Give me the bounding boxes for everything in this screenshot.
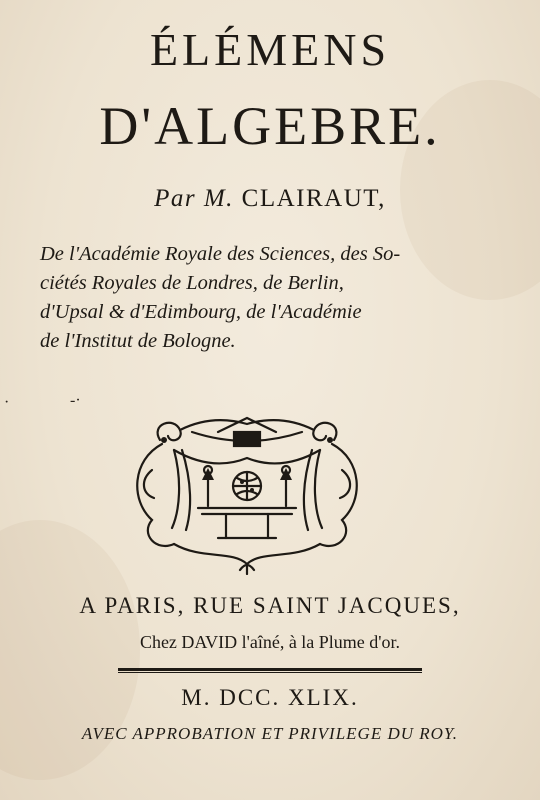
- author-line: [0, 184, 540, 214]
- stray-mark: ·: [4, 394, 10, 411]
- author-affiliation: [40, 240, 510, 356]
- title-line-1: ÉLÉMENS: [149, 24, 391, 75]
- printers-device-ornament-icon: [122, 410, 372, 575]
- author-name: CLAIRAUT,: [241, 185, 386, 212]
- affiliation-line-4: de l'Institut de Bologne.: [40, 330, 236, 352]
- author-prefix: Par M.: [154, 185, 234, 212]
- imprint-publisher: Chez DAVID l'aîné, à la Plume d'or.: [139, 632, 401, 652]
- affiliation-line-2: ciétés Royales de Londres, de Berlin,: [40, 272, 344, 294]
- double-rule-divider: [118, 668, 422, 673]
- title-line-2: D'ALGEBRE.: [99, 96, 441, 156]
- imprint-city: A PARIS, RUE SAINT JACQUES,: [79, 593, 461, 618]
- approbation-line: AVEC APPROBATION ET PRIVILEGE DU ROY.: [81, 724, 459, 743]
- affiliation-line-3: d'Upsal & d'Edimbourg, de l'Académie: [40, 301, 362, 323]
- affiliation-line-1: De l'Académie Royale des Sciences, des So-: [40, 243, 401, 265]
- stray-mark: -·: [70, 392, 81, 409]
- publication-date: M. DCC. XLIX.: [181, 685, 359, 710]
